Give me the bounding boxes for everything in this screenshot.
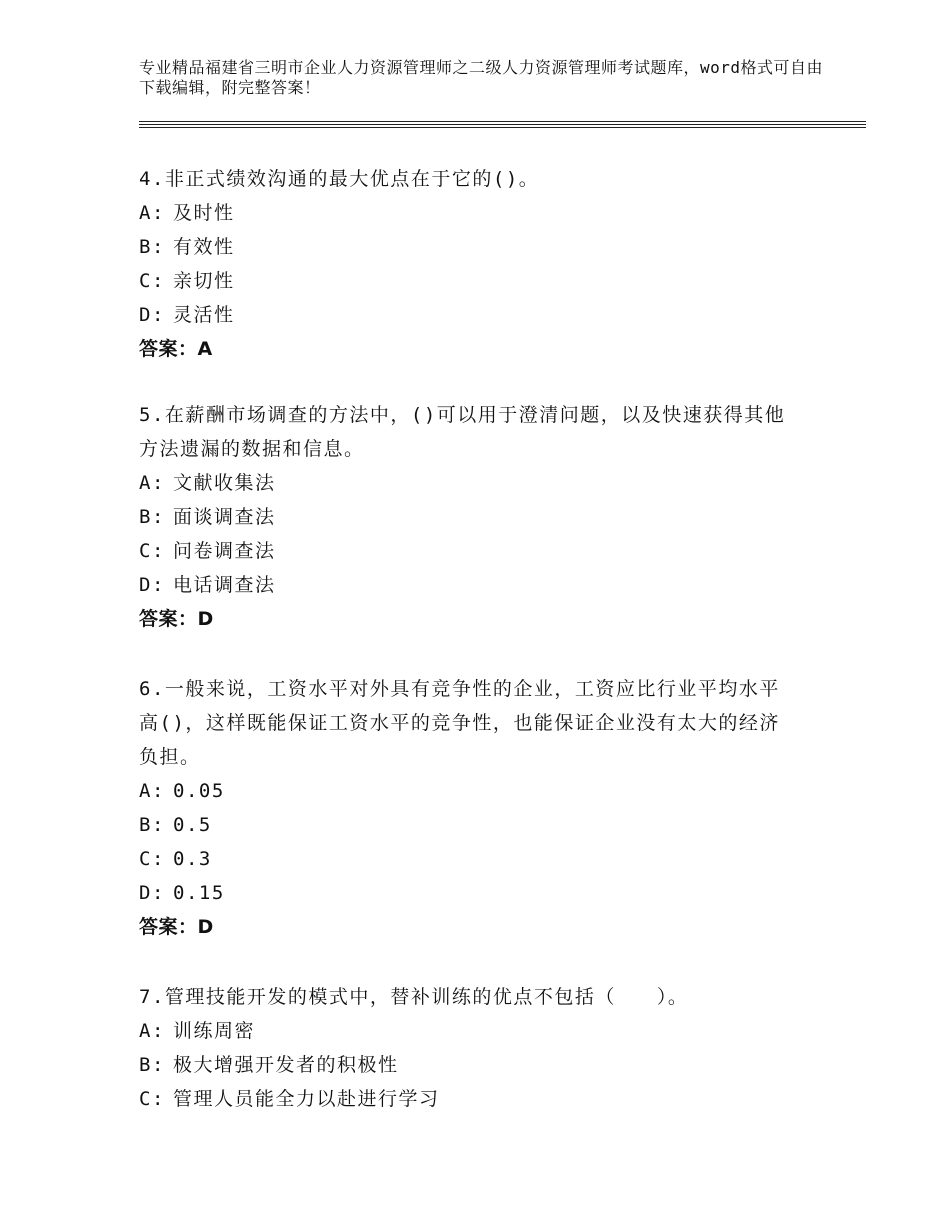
option-text: 面谈调查法 <box>173 506 276 528</box>
option-text: 0.05 <box>173 780 225 802</box>
option-key: C: <box>139 540 165 562</box>
answer-line: 答案：D <box>139 608 214 630</box>
option-text: 文献收集法 <box>173 472 276 494</box>
option-text: 训练周密 <box>173 1020 256 1042</box>
header-rule <box>139 127 866 128</box>
option-text: 0.3 <box>173 848 212 870</box>
option-text: 亲切性 <box>173 270 235 292</box>
option-c <box>139 1082 799 1116</box>
option-key: C: <box>139 1088 165 1110</box>
option-key: D: <box>139 882 165 904</box>
option-text: 及时性 <box>173 202 235 224</box>
question-stem: 7.管理技能开发的模式中，替补训练的优点不包括（ ）。 <box>139 986 689 1008</box>
question-stem: 4.非正式绩效沟通的最大优点在于它的()。 <box>139 168 540 190</box>
question-7 <box>139 980 799 1116</box>
option-d <box>139 568 799 602</box>
option-text: 问卷调查法 <box>173 540 276 562</box>
header-rule <box>139 121 866 122</box>
option-c <box>139 534 799 568</box>
option-key: B: <box>139 506 165 528</box>
option-key: D: <box>139 304 165 326</box>
option-text: 灵活性 <box>173 304 235 326</box>
answer-line: 答案：D <box>139 916 214 938</box>
option-text: 电话调查法 <box>173 574 276 596</box>
question-stem: 5.在薪酬市场调查的方法中，()可以用于澄清问题，以及快速获得其他方法遗漏的数据和信息。 <box>139 404 786 460</box>
option-a <box>139 774 799 808</box>
option-text: 0.15 <box>173 882 225 904</box>
header-rule <box>139 124 866 125</box>
option-key: B: <box>139 236 165 258</box>
option-text: 极大增强开发者的积极性 <box>173 1054 399 1076</box>
question-5 <box>139 398 799 636</box>
option-text: 0.5 <box>173 814 212 836</box>
option-key: A: <box>139 1020 165 1042</box>
option-d <box>139 876 799 910</box>
question-6 <box>139 672 799 944</box>
document-header: 专业精品福建省三明市企业人力资源管理师之二级人力资源管理师考试题库，word格式可自由下载编辑，附完整答案！ <box>139 58 824 97</box>
option-key: A: <box>139 472 165 494</box>
option-a <box>139 1014 799 1048</box>
option-key: B: <box>139 814 165 836</box>
option-c <box>139 264 799 298</box>
answer-line: 答案：A <box>139 338 213 360</box>
option-b <box>139 1048 799 1082</box>
option-key: D: <box>139 574 165 596</box>
option-key: A: <box>139 202 165 224</box>
question-4 <box>139 162 799 366</box>
option-a <box>139 466 799 500</box>
option-b <box>139 230 799 264</box>
option-text: 有效性 <box>173 236 235 258</box>
option-key: C: <box>139 270 165 292</box>
option-key: B: <box>139 1054 165 1076</box>
option-b <box>139 808 799 842</box>
option-text: 管理人员能全力以赴进行学习 <box>173 1088 440 1110</box>
option-d <box>139 298 799 332</box>
option-key: A: <box>139 780 165 802</box>
option-b <box>139 500 799 534</box>
question-stem: 6.一般来说，工资水平对外具有竞争性的企业，工资应比行业平均水平高()，这样既能保证工资水平的竞争性，也能保证企业没有太大的经济负担。 <box>139 678 780 768</box>
option-c <box>139 842 799 876</box>
option-key: C: <box>139 848 165 870</box>
option-a <box>139 196 799 230</box>
